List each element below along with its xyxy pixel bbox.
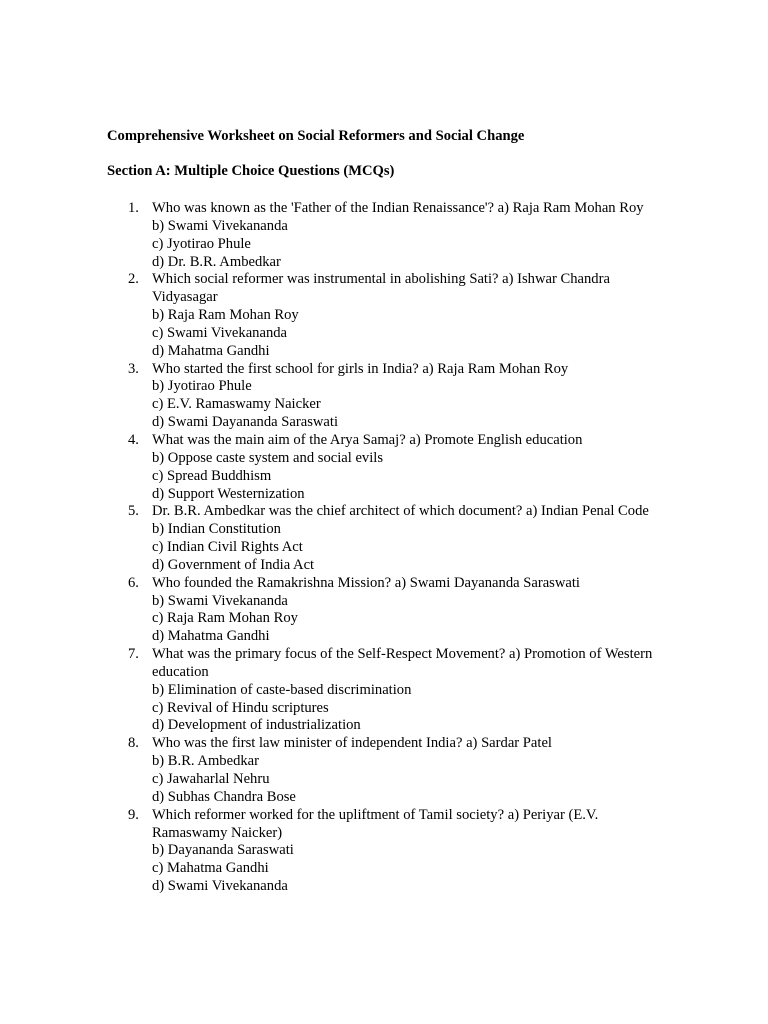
question-text: What was the main aim of the Arya Samaj? a) Promote English education: [152, 431, 583, 448]
option-d: d) Development of industrialization: [152, 717, 361, 734]
option-b: b) Swami Vivekananda: [152, 592, 288, 609]
question-number: 1.: [128, 200, 139, 216]
option-c: c) Jyotirao Phule: [152, 235, 251, 252]
question-number: 2.: [128, 271, 139, 288]
question-number: 3.: [128, 360, 139, 377]
question-item: [0, 200, 672, 271]
option-b: b) Jyotirao Phule: [152, 378, 252, 395]
option-b: b) Raja Ram Mohan Roy: [152, 307, 299, 324]
question-item: [0, 575, 672, 646]
option-c: c) Swami Vivekananda: [152, 324, 288, 341]
option-c: c) Spread Buddhism: [152, 467, 272, 484]
option-b: b) Oppose caste system and social evils: [152, 449, 384, 466]
option-c: c) Indian Civil Rights Act: [152, 539, 303, 556]
option-d: d) Dr. B.R. Ambedkar: [152, 253, 281, 270]
option-d: d) Subhas Chandra Bose: [152, 788, 296, 805]
option-d: d) Swami Dayananda Saraswati: [152, 414, 339, 431]
question-item: [0, 271, 672, 360]
option-c: c) Revival of Hindu scriptures: [152, 699, 329, 716]
question-item: [0, 503, 672, 574]
question-text: Which social reformer was instrumental in abolishing Sati? a) Ishwar Chandra Vidyasagar: [152, 271, 610, 306]
option-b: b) Swami Vivekananda: [152, 217, 288, 234]
question-number: 8.: [128, 735, 139, 752]
question-text: Who started the first school for girls in India? a) Raja Ram Mohan Roy: [152, 360, 569, 377]
option-b: b) Indian Constitution: [152, 521, 281, 538]
question-item: [0, 807, 672, 896]
question-item: [0, 432, 672, 503]
question-text: Which reformer worked for the upliftment of Tamil society? a) Periyar (E.V. Ramaswamy Naicker): [152, 806, 599, 841]
option-b: b) B.R. Ambedkar: [152, 753, 260, 770]
option-b: b) Elimination of caste-based discrimination: [152, 681, 412, 698]
option-d: d) Mahatma Gandhi: [152, 342, 270, 359]
option-d: d) Government of India Act: [152, 556, 315, 573]
option-c: c) E.V. Ramaswamy Naicker: [152, 396, 321, 413]
question-text: Dr. B.R. Ambedkar was the chief architect of which document? a) Indian Penal Code: [152, 503, 649, 520]
option-d: d) Support Westernization: [152, 485, 305, 502]
option-d: d) Mahatma Gandhi: [152, 628, 270, 645]
question-number: 9.: [128, 806, 139, 823]
question-number: 6.: [128, 574, 139, 591]
option-c: c) Mahatma Gandhi: [152, 860, 269, 877]
question-list: [0, 200, 768, 896]
question-number: 5.: [128, 503, 139, 520]
question-item: [0, 735, 672, 806]
section-heading: Section A: Multiple Choice Questions (MCQs): [107, 163, 395, 179]
question-text: Who was known as the 'Father of the Indian Renaissance'? a) Raja Ram Mohan Roy: [152, 200, 644, 216]
question-number: 7.: [128, 646, 139, 663]
question-text: Who founded the Ramakrishna Mission? a) Swami Dayananda Saraswati: [152, 574, 580, 591]
question-item: [0, 361, 672, 432]
question-text: Who was the first law minister of independent India? a) Sardar Patel: [152, 735, 552, 752]
option-d: d) Swami Vivekananda: [152, 878, 288, 895]
worksheet-title: Comprehensive Worksheet on Social Reformers and Social Change: [107, 128, 525, 144]
option-b: b) Dayananda Saraswati: [152, 842, 294, 859]
question-item: [0, 646, 672, 735]
option-c: c) Raja Ram Mohan Roy: [152, 610, 298, 627]
question-text: What was the primary focus of the Self-Respect Movement? a) Promotion of Western education: [152, 646, 653, 680]
option-c: c) Jawaharlal Nehru: [152, 771, 270, 787]
question-number: 4.: [128, 431, 139, 448]
